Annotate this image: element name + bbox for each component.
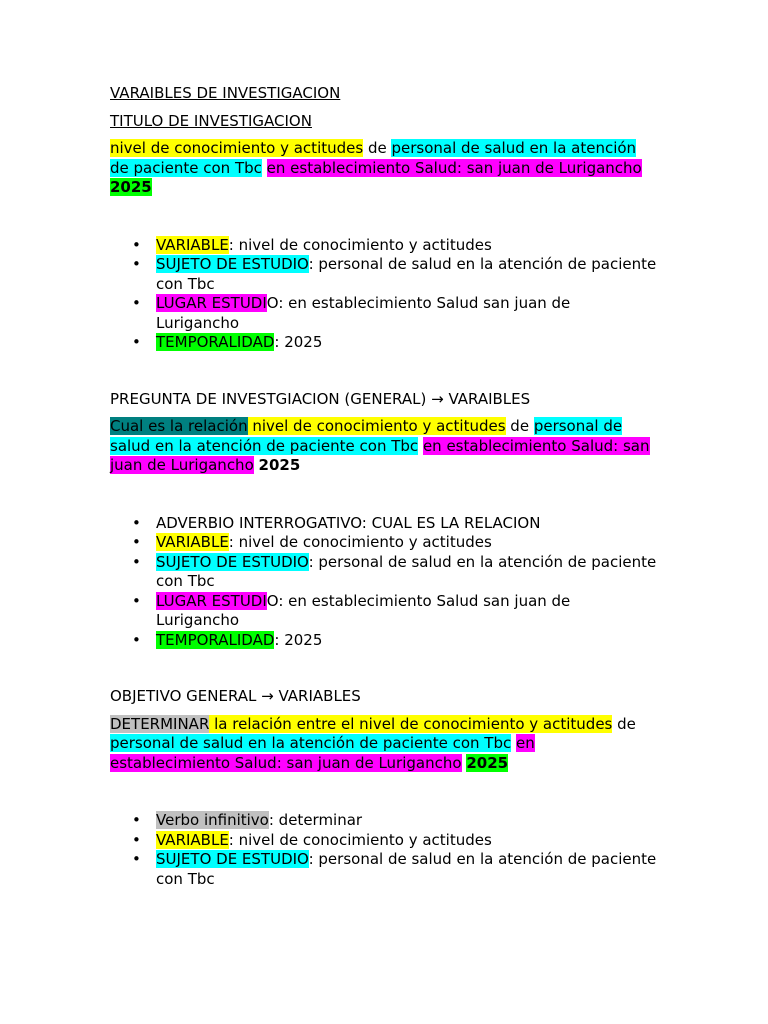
bullet-label: LUGAR ESTUDI [156, 591, 267, 610]
connector-text: de [505, 417, 534, 435]
highlight-adverbio: Cual es la relación [110, 417, 248, 435]
highlight-lugar: en establecimiento Salud: san juan de Lurigancho [266, 158, 642, 177]
list-item [156, 236, 658, 256]
pregunta-bullet-list [110, 514, 658, 651]
heading-variables: VARAIBLES DE INVESTIGACION [110, 84, 341, 102]
space-text [262, 159, 267, 177]
bullet-label: TEMPORALIDAD [156, 630, 275, 649]
highlight-anio: 2025 [466, 753, 509, 772]
list-item [156, 553, 658, 592]
list-item [156, 514, 658, 534]
highlight-sujeto: personal de salud en la atención de paciente con Tbc [110, 417, 623, 455]
list-item [156, 631, 658, 651]
highlight-lugar: en establecimiento Salud: san juan de Lurigancho [110, 734, 535, 772]
bullet-text: : nivel de conocimiento y actitudes [228, 830, 492, 849]
list-item [156, 533, 658, 553]
heading-pregunta: PREGUNTA DE INVESTGIACION (GENERAL) → VARAIBLES [110, 389, 531, 408]
list-item [156, 294, 658, 333]
list-item [156, 592, 658, 631]
bullet-label: SUJETO DE ESTUDIO [156, 850, 309, 868]
highlight-variable: nivel de conocimiento y actitudes [110, 139, 364, 157]
anio-text: 2025 [258, 456, 301, 474]
objetivo-paragraph [110, 715, 658, 774]
titulo-bullet-list [110, 236, 658, 353]
objetivo-bullet-list [110, 811, 658, 889]
highlight-anio: 2025 [110, 178, 152, 196]
document-content [110, 84, 658, 889]
list-item [156, 333, 658, 353]
list-item [156, 811, 658, 831]
bullet-label: SUJETO DE ESTUDIO [156, 552, 309, 571]
bullet-label: Verbo infinitivo [156, 811, 269, 829]
bullet-text: O: en establecimiento Salud san juan de Lurigancho [156, 294, 571, 332]
bullet-label: VARIABLE [156, 235, 229, 254]
highlight-lugar: en establecimiento Salud: san juan de Lurigancho [110, 436, 650, 474]
highlight-sujeto: personal de salud en la atención de paciente con Tbc [110, 139, 637, 177]
bullet-text: : nivel de conocimiento y actitudes [228, 533, 492, 551]
highlight-sujeto: personal de salud en la atención de paciente con Tbc [110, 734, 512, 752]
list-item [156, 255, 658, 294]
list-item [156, 831, 658, 851]
connector-text: de [363, 139, 392, 157]
bullet-label: VARIABLE [156, 830, 229, 849]
bullet-text: : personal de salud en la atención de paciente con Tbc [156, 850, 657, 888]
bullet-label: SUJETO DE ESTUDIO [156, 255, 309, 273]
bullet-label: VARIABLE [156, 533, 229, 551]
heading-objetivo: OBJETIVO GENERAL → VARIABLES [110, 687, 361, 705]
bullet-text: : determinar [268, 811, 363, 829]
titulo-paragraph [110, 139, 658, 198]
bullet-text: ADVERBIO INTERROGATIVO: CUAL ES LA RELACION [156, 513, 541, 532]
bullet-label: LUGAR ESTUDI [156, 294, 267, 312]
pregunta-paragraph [110, 417, 658, 476]
bullet-text: : personal de salud en la atención de paciente con Tbc [156, 552, 657, 590]
heading-titulo: TITULO DE INVESTIGACION [110, 111, 312, 130]
bullet-text: : personal de salud en la atención de paciente con Tbc [156, 255, 657, 293]
bullet-text: : 2025 [274, 333, 323, 351]
connector-text: de [612, 714, 636, 733]
highlight-verbo: DETERMINAR [110, 714, 210, 733]
bullet-label: TEMPORALIDAD [156, 333, 275, 351]
bullet-text: O: en establecimiento Salud san juan de Lurigancho [156, 591, 571, 629]
bullet-text: : nivel de conocimiento y actitudes [228, 235, 492, 254]
list-item [156, 850, 658, 889]
bullet-text: : 2025 [274, 630, 323, 649]
highlight-variable: nivel de conocimiento y actitudes [247, 417, 506, 435]
highlight-variable: la relación entre el nivel de conocimiento y actitudes [209, 714, 613, 733]
